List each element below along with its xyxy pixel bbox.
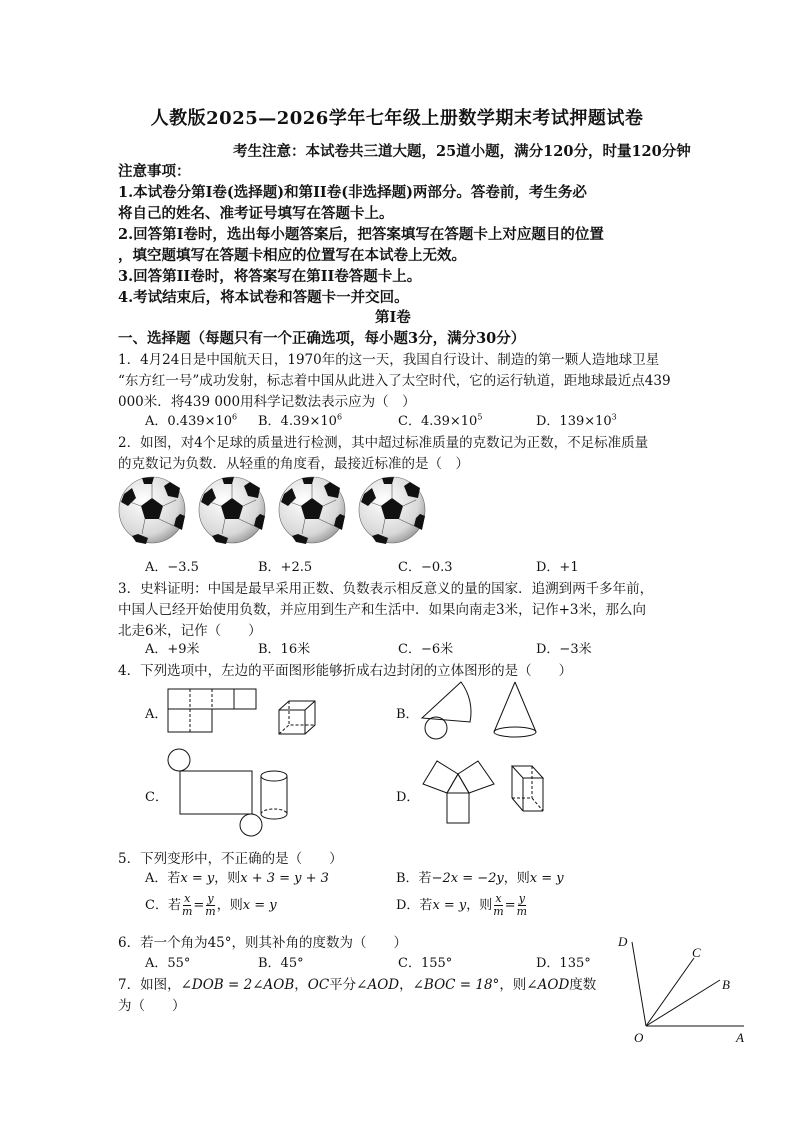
question-6-line: 6．若一个角为45°，则其补角的度数为（ ） <box>118 935 408 951</box>
label-d: D <box>618 934 628 949</box>
question-3-line: 3．史料证明：中国是最早采用正数、负数表示相反意义的量的国家．追溯到两千多年前， <box>118 581 654 597</box>
q1-option-c: C．$4.39\times 10^5$ <box>398 412 483 429</box>
soccer-ball-4 <box>359 477 425 544</box>
q3-option-b: B．16米 <box>258 642 311 657</box>
question-1-line: “东方红一号”成功发射，标志着中国从此进入了太空时代，它的运行轨道，距地球最近点439 <box>118 373 671 389</box>
label-o: O <box>634 1030 644 1045</box>
question-7-line: 为（ ） <box>118 998 186 1014</box>
ray-ob <box>646 980 720 1026</box>
question-4-line: 4．下列选项中，左边的平面图形能够折成右边封闭的立体图形的是（ ） <box>118 663 573 679</box>
soccer-balls-figure <box>118 474 438 548</box>
question-1-line: 1．4月24日是中国航天日，1970年的这一天，我国自行设计、制造的第一颗人造地球卫星 <box>118 352 660 368</box>
question-3-line: 北走6米，记作（ ） <box>118 623 262 639</box>
net-prism-figure <box>420 758 550 828</box>
q5-option-b: B．若−2x = −2y，则x = y <box>396 871 564 886</box>
q2-option-d: D．+1 <box>536 560 579 575</box>
ray-od <box>632 942 646 1026</box>
q4-option-d: D． <box>396 790 420 805</box>
soccer-ball-1 <box>119 477 185 544</box>
net-cylinder-figure <box>166 748 296 836</box>
exam-title: 人教版2025—2026学年七年级上册数学期末考试押题试卷 <box>150 108 644 129</box>
soccer-ball-3 <box>279 477 345 544</box>
q2-option-c: C．−0.3 <box>398 560 453 575</box>
question-2-line: 2．如图，对4个足球的质量进行检测，其中超过标准质量的克数记为正数，不足标准质量 <box>118 435 649 451</box>
question-1-line: 000米．将439 000用科学记数法表示应为（ ） <box>118 394 416 410</box>
instruction-line: 1.本试卷分第Ⅰ卷(选择题)和第II卷(非选择题)两部分。答卷前，考生务必 <box>118 184 587 201</box>
instruction-line: 将自己的姓名、准考证号填写在答题卡上。 <box>118 205 394 222</box>
instructions-heading: 注意事项： <box>118 163 191 180</box>
instruction-line: 3.回答第II卷时，将答案写在第II卷答题卡上。 <box>118 268 422 285</box>
label-b: B <box>722 977 730 992</box>
question-2-line: 的克数记为负数．从轻重的角度看，最接近标准的是（ ） <box>118 456 469 472</box>
q1-option-b: B．$4.39\times 10^6$ <box>258 412 343 429</box>
angle-diagram <box>610 934 760 1050</box>
instruction-line: ，填空题填写在答题卡相应的位置写在本试卷上无效。 <box>118 247 466 264</box>
question-7-line: 7．如图，∠DOB = 2∠AOB，OC平分∠AOD，∠BOC = 18°，则∠AOD度数 <box>118 977 597 993</box>
q6-option-c: C．155° <box>398 956 453 971</box>
q3-option-c: C．−6米 <box>398 642 454 657</box>
q1-option-a: A．$0.439\times 10^6$ <box>145 412 238 429</box>
q3-option-a: A．+9米 <box>145 642 200 657</box>
exam-notice: 考生注意：本试卷共三道大题，25道小题，满分120分，时量120分钟 <box>233 143 691 160</box>
instruction-line: 2.回答第Ⅰ卷时，选出每小题答案后，把答案填写在答题卡上对应题目的位置 <box>118 226 604 243</box>
q5-option-d: D．若x = y，则 $\frac{x}{m}$ = $\frac{y}{m}$ <box>396 892 528 918</box>
q4-option-c: C． <box>145 790 168 805</box>
q6-option-a: A．55° <box>145 956 191 971</box>
q1-option-d: D．$139\times 10^3$ <box>536 412 617 429</box>
q3-option-d: D．−3米 <box>536 642 592 657</box>
section-heading: 一、选择题（每题只有一个正确选项，每小题3分，满分30分） <box>118 330 526 347</box>
net-cone-figure <box>418 680 548 740</box>
label-c: C <box>692 945 701 960</box>
net-cube-figure <box>167 688 323 738</box>
q5-option-a: A．若x = y，则x + 3 = y + 3 <box>145 871 329 886</box>
question-5-line: 5．下列变形中，不正确的是（ ） <box>118 851 343 867</box>
ray-oc <box>646 958 694 1026</box>
q4-option-b: B． <box>396 707 419 722</box>
question-3-line: 中国人已经开始使用负数，并应用到生产和生活中．如果向南走3米，记作+3米，那么向 <box>118 602 646 618</box>
label-a: A <box>736 1030 744 1045</box>
q2-option-a: A．−3.5 <box>145 560 199 575</box>
soccer-ball-2 <box>199 477 265 544</box>
q5-option-c: C．若 $\frac{x}{m}$ = $\frac{y}{m}$ ，则x = y <box>145 892 277 918</box>
q4-option-a: A． <box>145 707 168 722</box>
instruction-line: 4.考试结束后，将本试卷和答题卡一并交回。 <box>118 289 409 306</box>
q6-option-d: D．135° <box>536 956 591 971</box>
q6-option-b: B．45° <box>258 956 304 971</box>
q2-option-b: B．+2.5 <box>258 560 313 575</box>
volume-heading: 第Ⅰ卷 <box>375 309 411 326</box>
